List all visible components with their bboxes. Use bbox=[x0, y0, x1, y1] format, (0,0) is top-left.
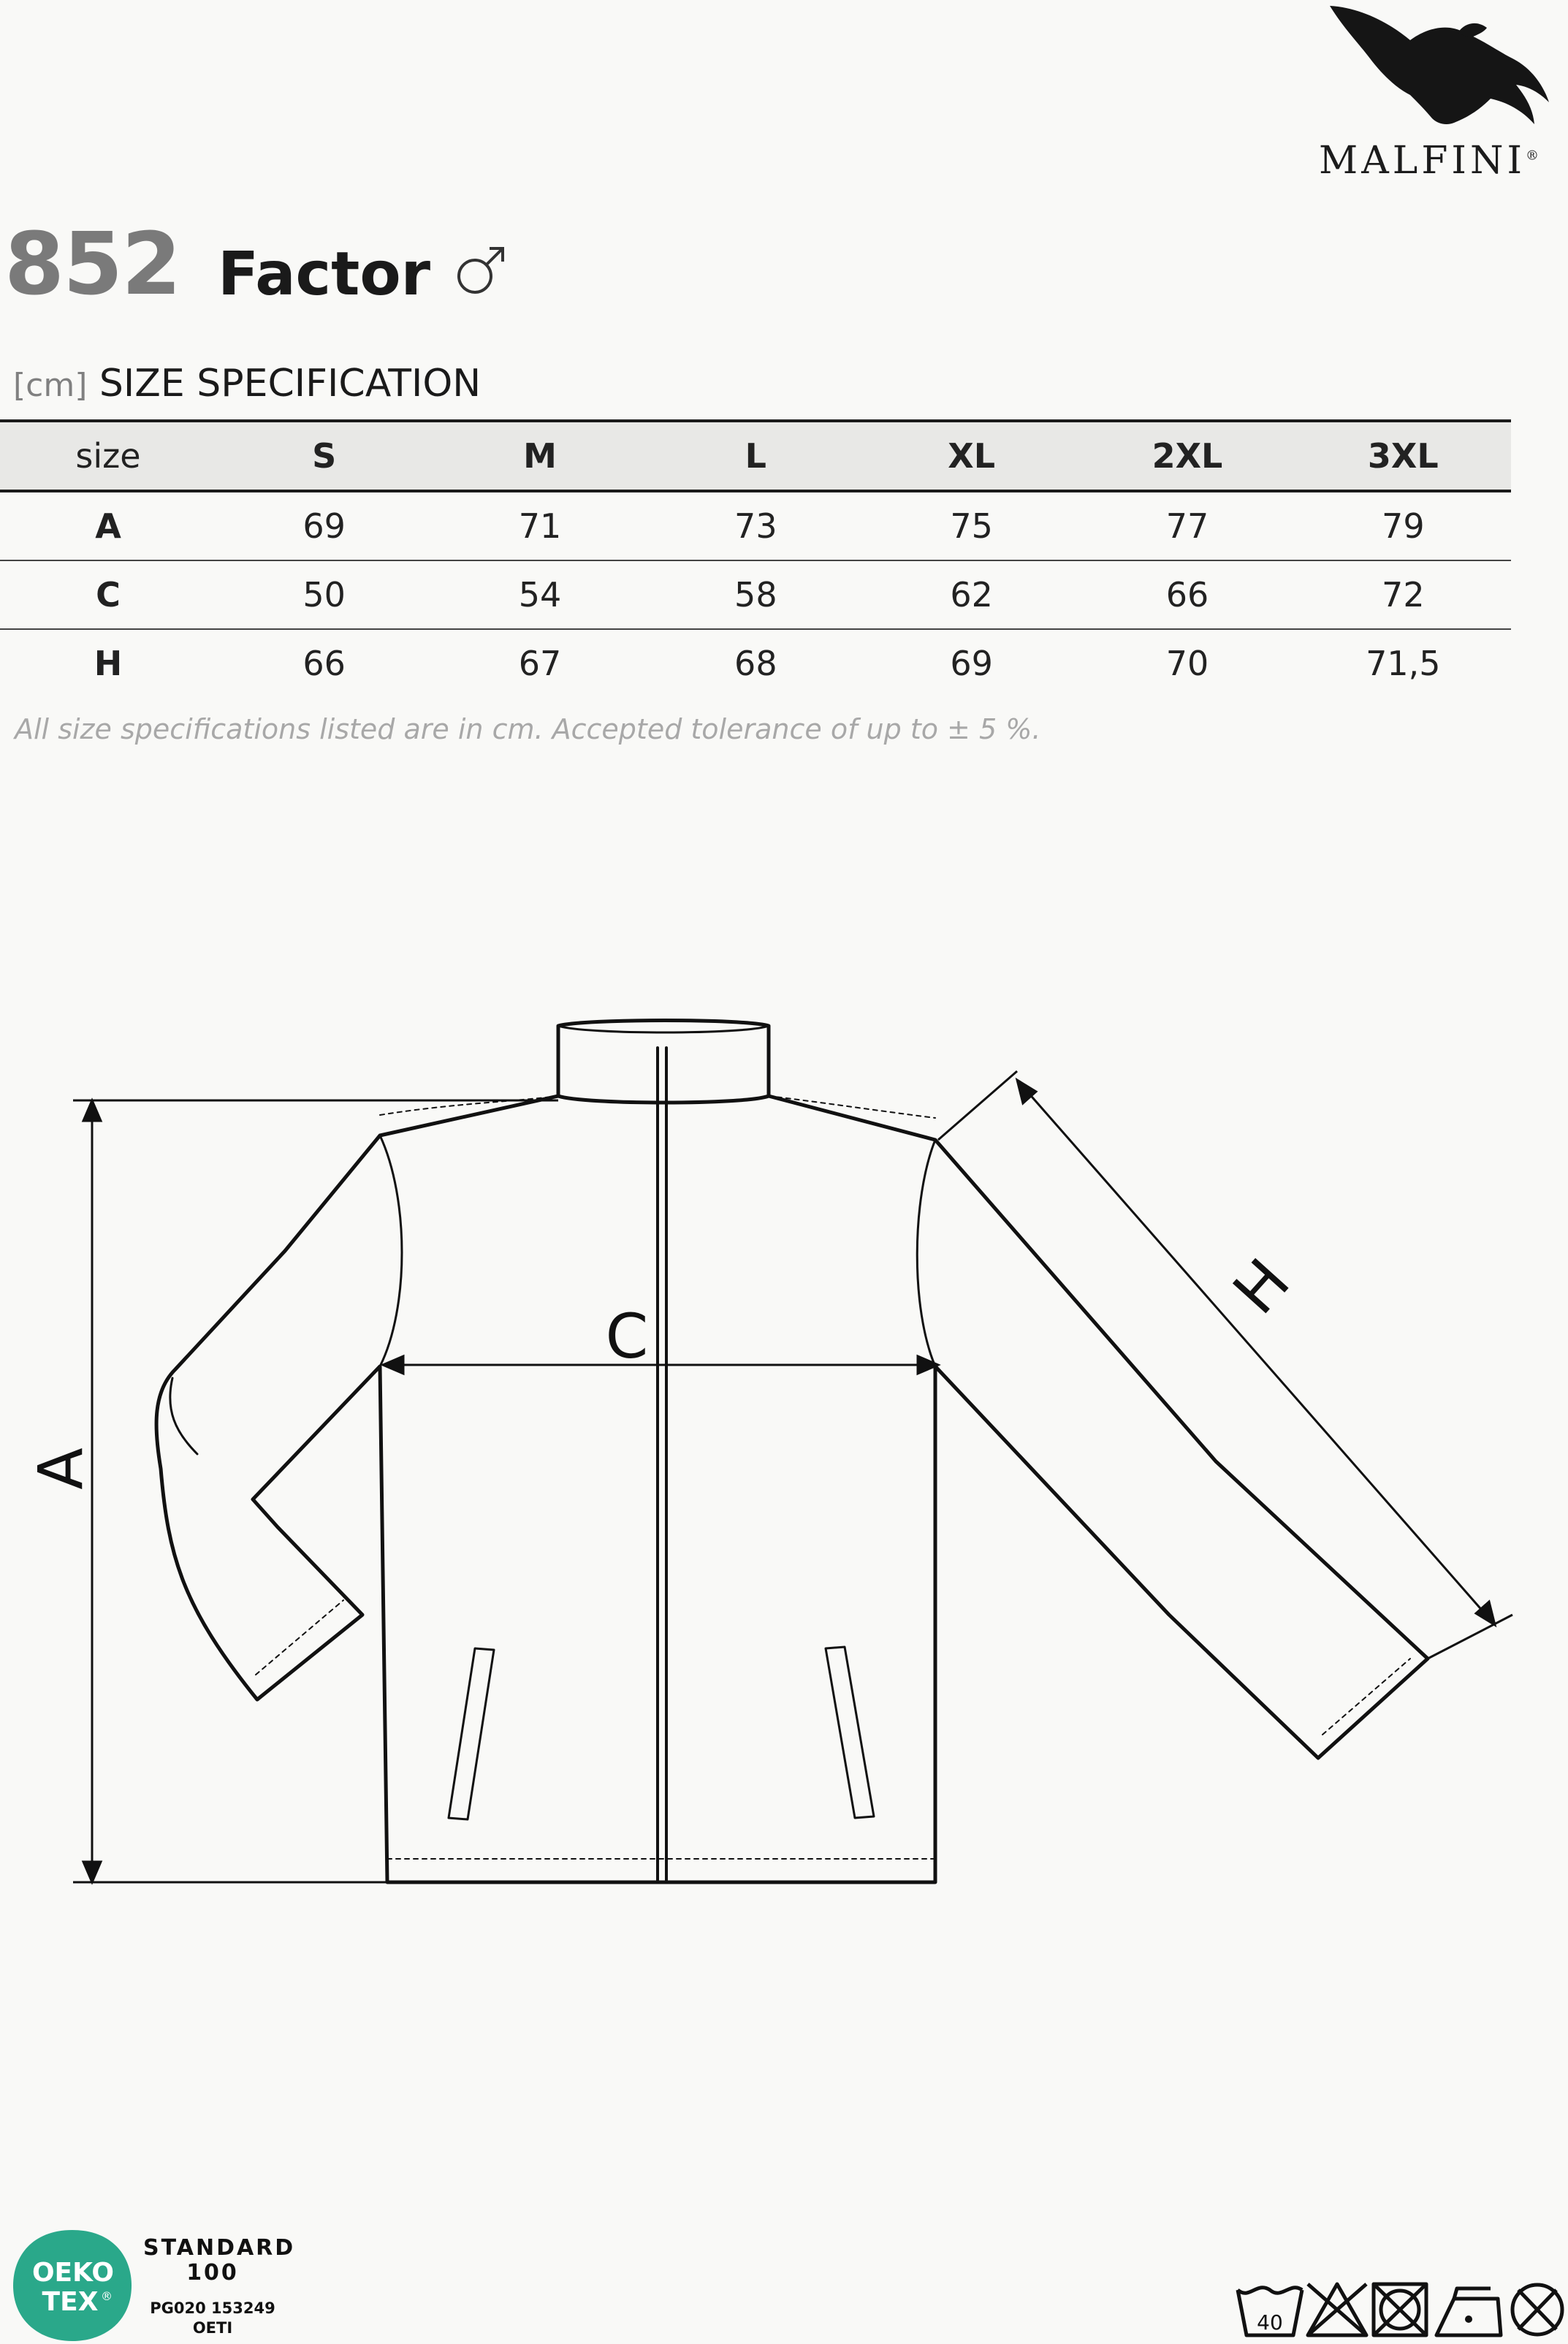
oeko-standard bbox=[143, 2235, 296, 2286]
oeko-tex-badge bbox=[10, 2227, 134, 2344]
table-cell: 75 bbox=[864, 491, 1079, 560]
dimension-label-c: C bbox=[605, 1301, 649, 1372]
left-pocket bbox=[449, 1648, 494, 1819]
table-header-row bbox=[0, 421, 1511, 491]
header-cell: L bbox=[648, 421, 864, 491]
header-cell: S bbox=[216, 421, 432, 491]
standard-line2: 100 bbox=[186, 2260, 239, 2286]
table-cell: 70 bbox=[1165, 644, 1209, 683]
iron-low-icon bbox=[1436, 2288, 1501, 2335]
oeko-line2: TEX bbox=[42, 2287, 99, 2317]
table-cell: 66 bbox=[302, 644, 346, 683]
table-cell: 71 bbox=[432, 491, 647, 560]
table-cell: 68 bbox=[734, 644, 777, 683]
header-cell: 3XL bbox=[1295, 421, 1511, 491]
section-title bbox=[13, 362, 481, 406]
table-row bbox=[0, 629, 1511, 697]
dimension-label-a: A bbox=[25, 1447, 96, 1490]
no-bleach-icon bbox=[1308, 2284, 1366, 2335]
size-table bbox=[0, 419, 1511, 697]
table-row bbox=[0, 491, 1511, 560]
oeko-line1: OEKO bbox=[31, 2258, 115, 2288]
product-code: 852 bbox=[4, 213, 180, 314]
table-cell: 69 bbox=[216, 491, 432, 560]
jacket-body bbox=[156, 1096, 1428, 1882]
oeko-cert bbox=[143, 2299, 282, 2338]
size-spec-title: SIZE SPECIFICATION bbox=[99, 362, 482, 406]
no-dry-clean-icon bbox=[1512, 2285, 1562, 2335]
table-cell: 58 bbox=[648, 560, 864, 629]
right-pocket bbox=[826, 1647, 874, 1818]
male-symbol-icon bbox=[454, 240, 507, 298]
header-cell: M bbox=[432, 421, 647, 491]
table-cell: 72 bbox=[1295, 560, 1511, 629]
table-cell: 69 bbox=[950, 644, 993, 683]
institute: OETI bbox=[192, 2319, 233, 2337]
table-row bbox=[0, 560, 1511, 629]
care-symbols bbox=[1235, 2274, 1568, 2343]
row-label: C bbox=[0, 560, 216, 629]
table-cell: 79 bbox=[1295, 491, 1511, 560]
header-cell: 2XL bbox=[1079, 421, 1295, 491]
table-cell: 71,5 bbox=[1366, 644, 1441, 683]
tolerance-note: All size specifications listed are in cm. Accepted tolerance of up to ± 5 %. bbox=[15, 713, 1041, 745]
table-cell: 50 bbox=[216, 560, 432, 629]
table-cell: 77 bbox=[1079, 491, 1295, 560]
unit-label: [cm] bbox=[13, 367, 88, 404]
cert-number: PG020 153249 bbox=[150, 2299, 275, 2317]
row-label: A bbox=[0, 491, 216, 560]
table-cell: 66 bbox=[1079, 560, 1295, 629]
table-cell: 73 bbox=[648, 491, 864, 560]
dimension-label-h: H bbox=[1219, 1245, 1304, 1328]
jacket-diagram bbox=[0, 994, 1568, 1907]
table-cell: 62 bbox=[864, 560, 1079, 629]
row-label: H bbox=[94, 644, 123, 683]
product-name: Factor bbox=[218, 240, 431, 309]
table-cell: 54 bbox=[432, 560, 647, 629]
oeko-registered: ® bbox=[101, 2289, 113, 2303]
no-tumble-dry-icon bbox=[1374, 2284, 1426, 2335]
header-cell: size bbox=[0, 421, 216, 491]
brand-logo-text: MALFINI® bbox=[1319, 139, 1542, 183]
standard-line1: STANDARD bbox=[143, 2235, 296, 2261]
wash-temperature: 40 bbox=[1257, 2310, 1283, 2335]
table-cell: 67 bbox=[518, 644, 562, 683]
header-cell: XL bbox=[864, 421, 1079, 491]
